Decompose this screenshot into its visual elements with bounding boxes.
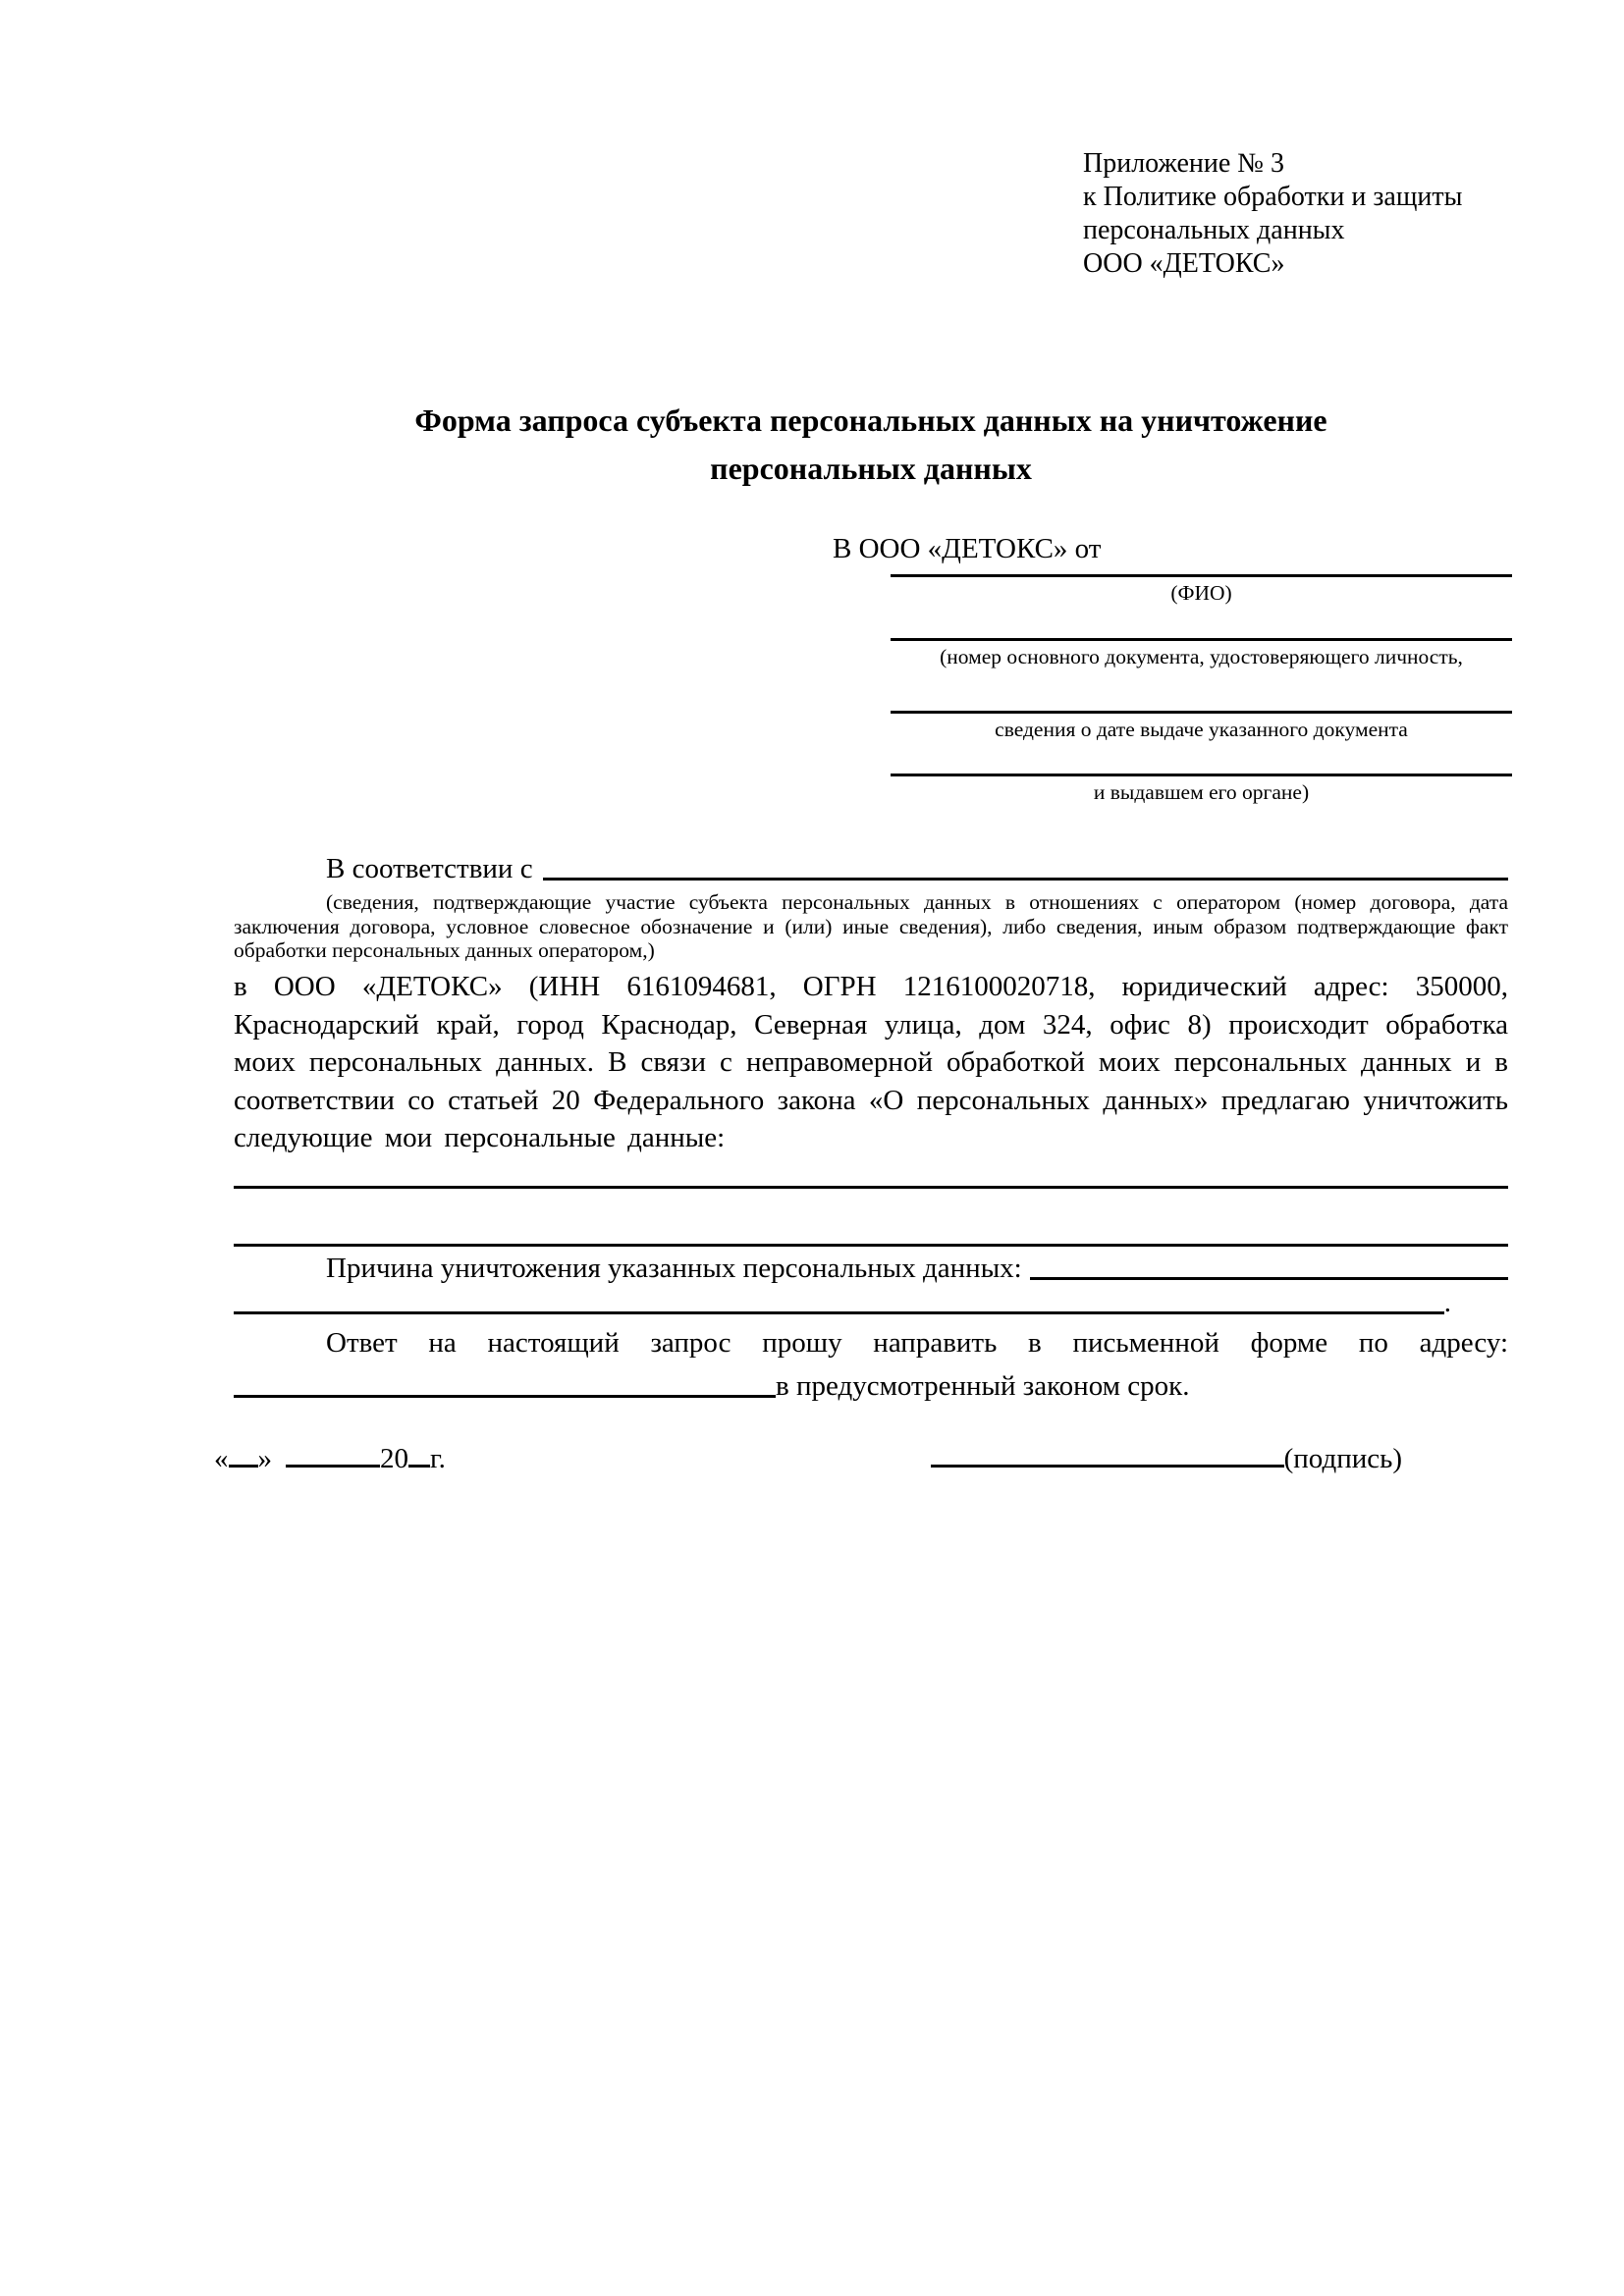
year-prefix: 20 — [380, 1443, 408, 1474]
appendix-header-line-3: персональных данных — [1083, 215, 1345, 245]
document-number-blank-line[interactable] — [891, 638, 1512, 641]
addressee-line: В ООО «ДЕТОКС» от — [833, 533, 1102, 564]
accordance-line — [234, 853, 1508, 885]
fio-blank-line[interactable] — [891, 574, 1512, 577]
document-number-caption: (номер основного документа, удостоверяющего личность, — [940, 645, 1463, 668]
year-suffix: г. — [430, 1443, 446, 1474]
issuing-authority-blank-line[interactable] — [891, 774, 1512, 776]
accordance-label: В соответствии с — [326, 853, 533, 884]
appendix-header-line-4: ООО «ДЕТОКС» — [1083, 248, 1285, 279]
line-terminator: . — [1443, 1287, 1451, 1318]
document-title-line-1: Форма запроса субъекта персональных данных на уничтожение — [414, 402, 1327, 438]
document-number-field — [891, 638, 1512, 669]
issue-date-caption: сведения о дате выдаче указанного документа — [995, 718, 1408, 741]
day-blank-line[interactable] — [229, 1465, 258, 1468]
reason-label: Причина уничтожения указанных персональных данных: — [326, 1253, 1022, 1284]
appendix-header-line-2: к Политике обработки и защиты — [1083, 182, 1463, 212]
reason-blank-line[interactable] — [1030, 1253, 1508, 1280]
address-blank-line[interactable] — [234, 1370, 776, 1398]
reply-address-line — [234, 1370, 1508, 1403]
fio-caption: (ФИО) — [1170, 581, 1232, 605]
main-paragraph: в ООО «ДЕТОКС» (ИНН 6161094681, ОГРН 1216100020718, юридический адрес: 350000, Краснодарский край, город Краснодар, Северная улица, дом 324, офис 8) происходит обработка моих персональных данных. В связи с неправомерной обработкой моих персональных данных и в соответствии со статьей 20 Федерального закона «О персональных данных» предлагаю уничтожить следующие мои персональные данные: — [234, 971, 1508, 1153]
issue-date-field — [891, 711, 1512, 742]
accordance-blank-line[interactable] — [543, 853, 1508, 881]
appendix-header — [1083, 147, 1462, 281]
accordance-note: (сведения, подтверждающие участие субъекта персональных данных в отношениях с оператором (номер договора, дата заключения договора, условное словесное обозначение и (или) иные сведения), либо сведения, иным образом подтверждающие факт обработки персональных данных оператором,) — [234, 890, 1508, 962]
reason-line — [234, 1253, 1508, 1285]
reply-sentence: Ответ на настоящий запрос прошу направить в письменной форме по адресу: — [326, 1327, 1508, 1359]
year-blank-line[interactable] — [408, 1465, 430, 1468]
document-title — [234, 397, 1508, 493]
personal-data-blank-line-2[interactable] — [234, 1244, 1508, 1247]
reason-blank-line-2-rule[interactable] — [234, 1287, 1444, 1314]
month-blank-line[interactable] — [286, 1465, 380, 1468]
appendix-header-line-1: Приложение № 3 — [1083, 148, 1284, 179]
fio-field — [891, 574, 1512, 606]
signature-field — [931, 1443, 1402, 1475]
reply-tail: в предусмотренный законом срок. — [776, 1370, 1190, 1402]
date-quote-open: « — [214, 1443, 229, 1474]
issuing-authority-caption: и выдавшем его органе) — [1093, 780, 1310, 804]
issue-date-blank-line[interactable] — [891, 711, 1512, 714]
issuing-authority-field — [891, 774, 1512, 805]
signature-caption: (подпись) — [1283, 1443, 1402, 1474]
date-quote-close: » — [257, 1443, 272, 1474]
date-field — [214, 1443, 446, 1475]
personal-data-blank-line-1[interactable] — [234, 1186, 1508, 1189]
document-title-line-2: персональных данных — [710, 451, 1032, 486]
reason-blank-line-2 — [234, 1287, 1451, 1319]
signature-blank-line[interactable] — [931, 1465, 1284, 1468]
signature-row — [214, 1443, 1402, 1475]
